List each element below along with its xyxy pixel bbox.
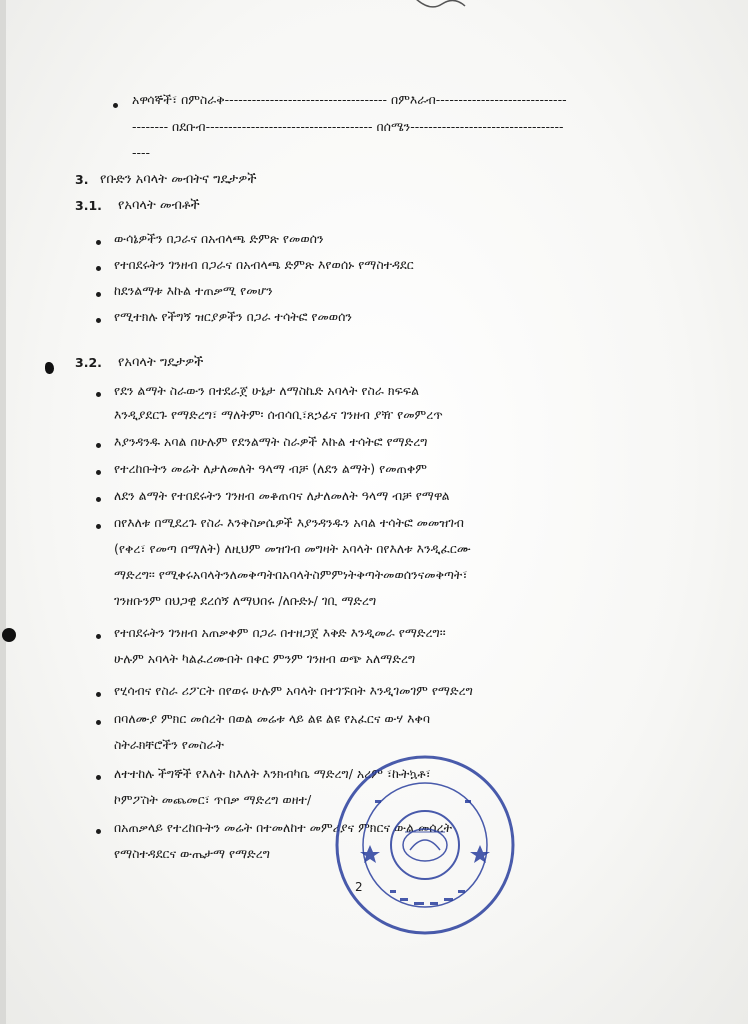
bullet: [96, 775, 101, 780]
bullet: [96, 692, 101, 697]
duty-item-8-line-1: በባለሙያ ምክር መሰረት በወል መሬቱ ላይ ልዩ ልዩ የአፈርና ውሃ እቀባ: [114, 711, 431, 726]
section-3-1-title: የአባላት መብቶች: [118, 198, 200, 213]
bullet: [96, 720, 101, 725]
bullet: [96, 443, 101, 448]
boundaries-line-3: ----: [132, 145, 151, 160]
bullet: [96, 470, 101, 475]
duty-item-10-line-2: የማስተዳደርና ውጤታማ የማድረግ: [114, 846, 270, 861]
bullet: [113, 103, 118, 108]
duty-item-6-line-2: ሁሉም አባላት ካልፈረሙበት በቀር ምንም ገንዘብ ወጭ አለማድረግ: [114, 651, 416, 666]
official-stamp: [330, 750, 520, 940]
duty-item-9-line-1: ለተተከሉ ችግኞች የእለት ከእለት እንክብካቤ ማድረግ/ አረም ፣ኩትኳቶ፣: [114, 766, 431, 781]
page-number: 2: [355, 880, 363, 894]
duty-item-7: የሂሳብና የስራ ሪፖርት በየወሩ ሁሉም አባላት በተገኙበት እንዲገመገም የማድረግ: [114, 683, 473, 698]
duty-item-4: ለደን ልማት የተበደሩትን ገንዘብ መቆጠባና ለታለመለት ዓላማ ብቻ የማዋል: [114, 488, 450, 503]
duty-item-5-line-3: ማድረግ፡፡ የሚቀሩአባላትንለመቅጣትበአባላትስምምነትቅጣትመወሰንናመቅጣት፣: [114, 567, 468, 582]
duty-item-5-line-1: በየእለቱ በሚደረጉ የስራ እንቅስቃሴዎች እያንዳንዱን አባል ተሳትፎ መመዝገብ: [114, 515, 464, 530]
bullet: [96, 266, 101, 271]
duty-item-5-line-2: (የቀረ፣ የመጣ በማለት) ለዚህም መዝገብ መግዛት አባላት በየእለቱ እንዲፈርሙ: [114, 541, 471, 556]
bullet: [96, 292, 101, 297]
section-3-title: የቡድን አባላት መብትና ግዴታዎች: [100, 172, 257, 187]
rights-item-2: የተበደሩትን ገንዘብ በጋራና በአብላጫ ድምጽ እየወሰኑ የማስተዳደር: [114, 257, 414, 272]
duty-item-6-line-1: የተበደሩትን ገንዘብ አጠቃቀም በጋራ በተዘጋጀ እቅድ እንዲመራ የማድረግ፡፡: [114, 625, 446, 640]
ink-mark: [45, 362, 54, 374]
duty-item-9-line-2: ኮምፖስት መጨመር፣ ጥበቃ ማድረግ ወዘተ/: [114, 792, 312, 807]
bullet: [96, 240, 101, 245]
duty-item-2: እያንዳንዱ አባል በሁሉም የደንልማት ስራዎች እኩል ተሳትፎ የማድረግ: [114, 434, 428, 449]
duty-item-1-line-1: የደን ልማት ስራውን በተደራጀ ሁኔታ ለማስኬድ አባላት የስራ ክፍፍል: [114, 383, 420, 398]
bullet: [96, 634, 101, 639]
section-3-1-number: 3.1.: [75, 198, 102, 213]
bullet: [96, 318, 101, 323]
punch-hole: [2, 628, 16, 642]
boundaries-line: አዋሳኞች፣ በምስራቅ------------------------------------ በምእራብ-----------------------------: [132, 92, 567, 107]
bullet: [96, 524, 101, 529]
staple-mark: [410, 0, 470, 14]
rights-item-1: ውሳኔዎችን በጋራና በአብላጫ ድምጽ የመወሰን: [114, 231, 324, 246]
section-3-2-title: የአባላት ግዴታዎች: [118, 355, 204, 370]
rights-item-3: ከደንልማቱ እኩል ተጠቃሚ የመሆን: [114, 283, 273, 298]
bullet: [96, 392, 101, 397]
section-3-number: 3.: [75, 172, 89, 187]
bullet: [96, 829, 101, 834]
page-edge-shadow: [0, 0, 6, 1024]
boundaries-line-2: -------- በደቡብ------------------------------------- በሰሜን----------------------------------: [132, 119, 564, 134]
section-3-2-number: 3.2.: [75, 355, 102, 370]
duty-item-5-line-4: ገንዘቡንም በህጋዊ ደረሰኝ ለማህበሩ /ለቡድኑ/ ገቢ ማድረግ: [114, 593, 377, 608]
duty-item-10-line-1: በአጠቃላይ የተረከቡትን መሬት በተመለከተ መምሪያና ምክርና ውል መሰረት: [114, 820, 453, 835]
duty-item-1-line-2: እንዲያደርጉ የማድረግ፣ ማለትም፡ ሰብሳቢ፣ጸኃፊና ገንዘብ ያዥ የመምረጥ: [114, 407, 443, 422]
bullet: [96, 497, 101, 502]
duty-item-3: የተረከቡትን መሬት ለታለመለት ዓላማ ብቻ (ለደን ልማት) የመጠቀም: [114, 461, 427, 476]
rights-item-4: የሚተክሉ የችግኝ ዝርያዎችን በጋራ ተሳትፎ የመወሰን: [114, 309, 352, 324]
duty-item-8-line-2: ስትራክቸሮችን የመስራት: [114, 737, 224, 752]
